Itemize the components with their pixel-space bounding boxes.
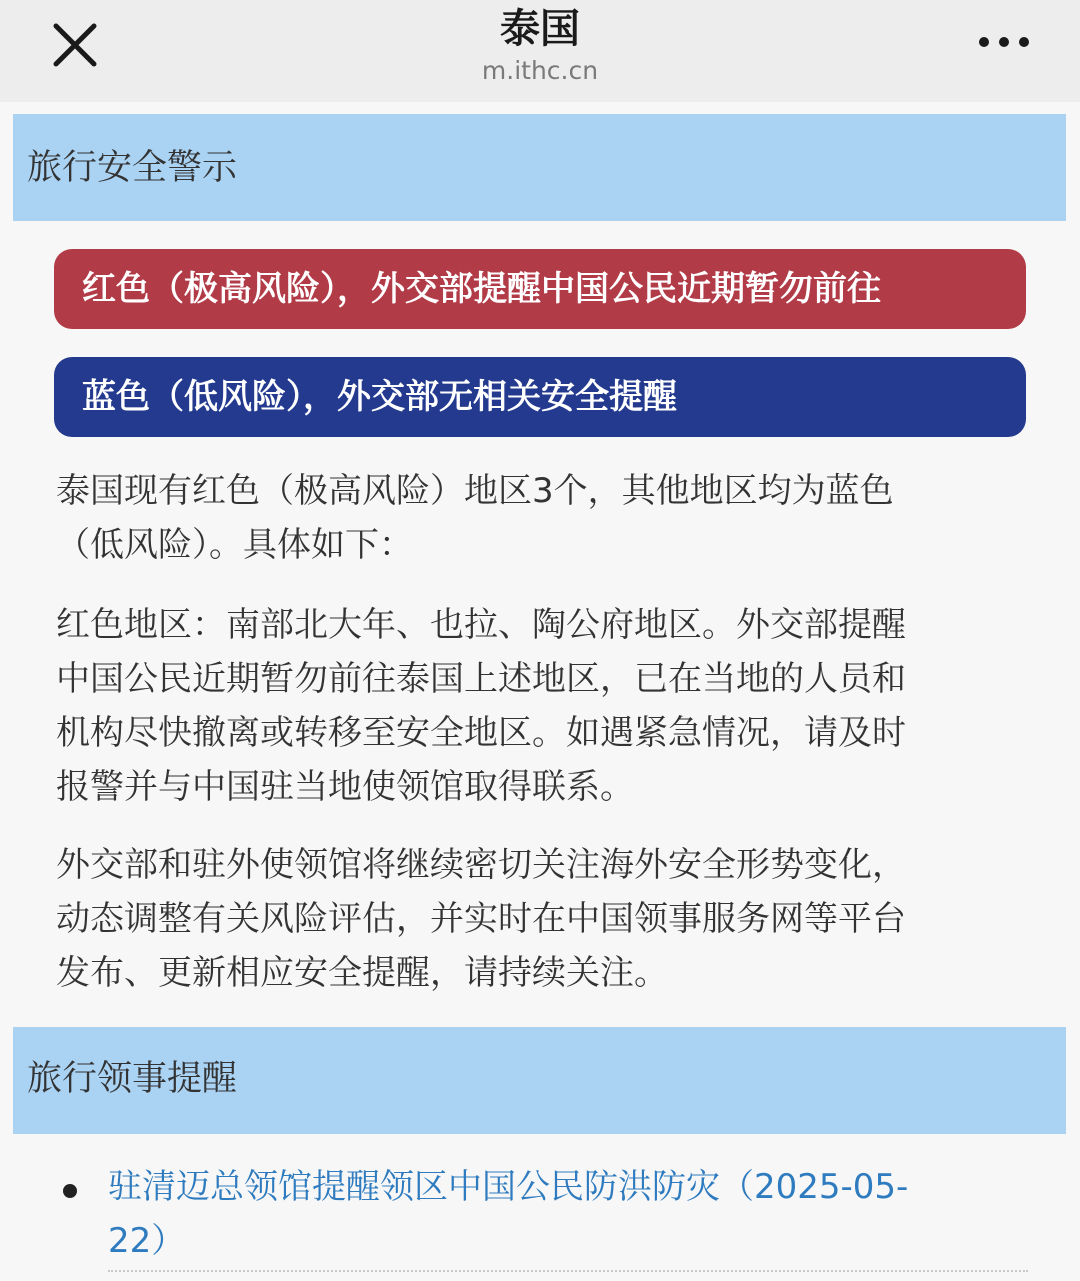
close-button[interactable]: [46, 16, 104, 74]
browser-topbar: [0, 0, 1080, 102]
blue-risk-label: 蓝色（低风险），外交部无相关安全提醒: [82, 377, 677, 417]
page-title: 泰国: [500, 6, 580, 52]
red-area-paragraph: [56, 598, 1046, 814]
paragraph-line: 外交部和驻外使领馆将继续密切关注海外安全形势变化，: [56, 845, 906, 885]
monitoring-paragraph: [56, 838, 1046, 1000]
paragraph-line: 报警并与中国驻当地使领馆取得联系。: [56, 767, 634, 807]
title-block: [240, 0, 840, 86]
paragraph-line: 泰国现有红色（极高风险）地区3个，其他地区均为蓝色: [56, 471, 894, 511]
bullet-icon: [63, 1184, 77, 1198]
more-button[interactable]: [974, 22, 1034, 62]
list-divider: [108, 1270, 1028, 1272]
close-icon: [46, 16, 104, 74]
blue-risk-legend: [54, 357, 1026, 437]
safety-section-header: [13, 114, 1066, 221]
paragraph-line: （低风险）。具体如下：: [56, 525, 413, 565]
consular-section-title: 旅行领事提醒: [27, 1059, 238, 1099]
news-item-link[interactable]: [108, 1160, 1008, 1268]
red-risk-label: 红色（极高风险），外交部提醒中国公民近期暂勿前往: [82, 269, 881, 309]
red-risk-legend: [54, 249, 1026, 329]
paragraph-line: 中国公民近期暂勿前往泰国上述地区，已在当地的人员和: [56, 659, 906, 699]
consular-section-header: [13, 1027, 1066, 1134]
more-dots-icon: [974, 22, 1034, 62]
news-item-line: 22）: [108, 1221, 186, 1261]
paragraph-line: 红色地区：南部北大年、也拉、陶公府地区。外交部提醒: [56, 605, 906, 645]
paragraph-line: 机构尽快撤离或转移至安全地区。如遇紧急情况，请及时: [56, 713, 906, 753]
risk-summary-paragraph: [56, 464, 1046, 572]
page-url: m.ithc.cn: [481, 56, 599, 85]
paragraph-line: 发布、更新相应安全提醒，请持续关注。: [56, 953, 668, 993]
safety-section-title: 旅行安全警示: [27, 148, 238, 188]
news-item-line: 驻清迈总领馆提醒领区中国公民防洪防灾（2025-05-: [108, 1167, 909, 1207]
paragraph-line: 动态调整有关风险评估，并实时在中国领事服务网等平台: [56, 899, 906, 939]
